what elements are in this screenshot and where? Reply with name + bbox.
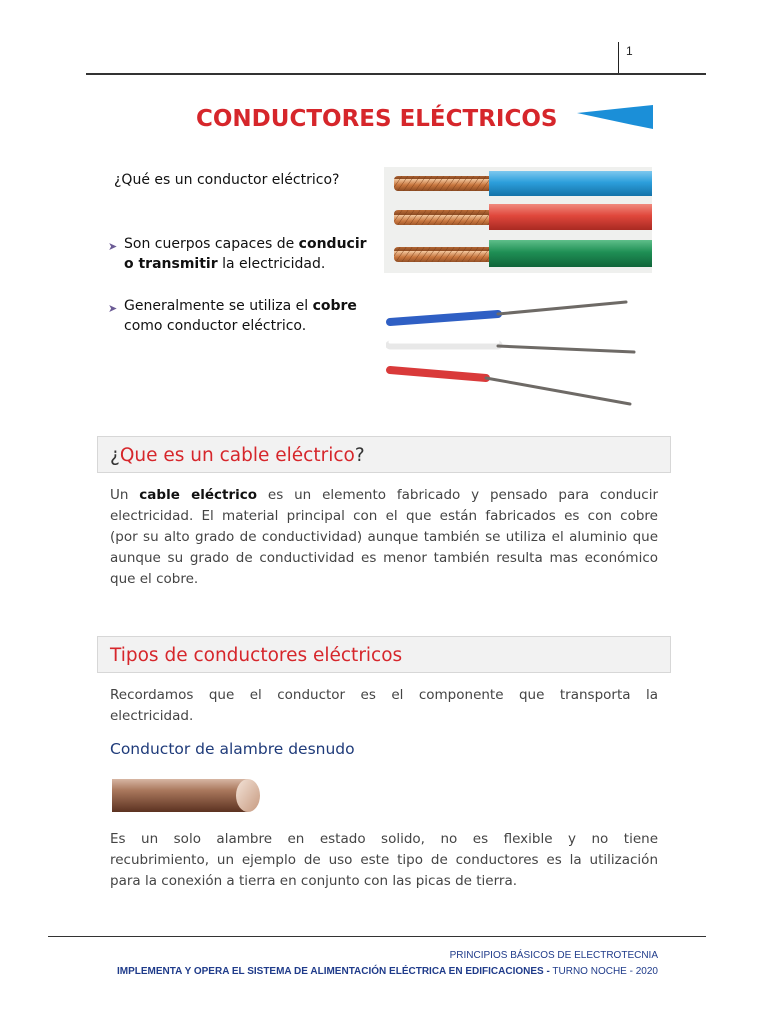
bullet-item-1 bbox=[108, 234, 386, 274]
section-cable-title: Que es un cable eléctrico bbox=[119, 445, 355, 466]
types-paragraph bbox=[110, 685, 658, 727]
bullet1-bold-1: conducir bbox=[298, 236, 367, 252]
intro-question: ¿Qué es un conductor eléctrico? bbox=[114, 172, 340, 188]
bullet2-text-end: como conductor eléctrico. bbox=[124, 318, 307, 334]
sub-heading-bare-wire: Conductor de alambre desnudo bbox=[110, 740, 355, 758]
bare-copper-wire-image bbox=[112, 778, 264, 814]
page-number: 1 bbox=[626, 44, 633, 58]
arrow-bullet-icon: ➤ bbox=[108, 302, 118, 315]
question-mark-close: ? bbox=[354, 445, 365, 466]
paragraph-line: Recordamos que el conductor es el componente que transporta la bbox=[110, 687, 658, 703]
footer-module-title: IMPLEMENTA Y OPERA EL SISTEMA DE ALIMENTACIÓN ELÉCTRICA EN EDIFICACIONES - TURNO NOCHE - 2020 bbox=[117, 966, 658, 977]
paragraph-line: (por su alto grado de conductividad) aunque también se utiliza el aluminio que bbox=[110, 529, 658, 545]
bullet1-text: Son cuerpos capaces de bbox=[124, 236, 299, 252]
bullet2-text: Generalmente se utiliza el bbox=[124, 298, 313, 314]
paragraph-line: que el cobre. bbox=[110, 571, 199, 587]
footer-course-title: PRINCIPIOS BÁSICOS DE ELECTROTECNIA bbox=[449, 950, 658, 961]
bare-wire-paragraph bbox=[110, 829, 658, 892]
paragraph-line: para la conexión a tierra en conjunto con las picas de tierra. bbox=[110, 873, 518, 889]
bullet2-bold: cobre bbox=[312, 298, 357, 314]
footer-rule bbox=[48, 936, 706, 937]
section-header-types bbox=[97, 636, 671, 673]
blue-ribbon-decoration bbox=[575, 103, 655, 131]
cable-electrico-bold: cable eléctrico bbox=[139, 487, 258, 503]
footer-shift: TURNO NOCHE - 2020 bbox=[549, 966, 658, 977]
solid-wires-image bbox=[386, 290, 638, 412]
arrow-bullet-icon: ➤ bbox=[108, 240, 118, 253]
paragraph-line: Es un solo alambre en estado solido, no es flexible y no tiene bbox=[110, 831, 658, 847]
section-header-cable bbox=[97, 436, 671, 473]
bullet-item-2 bbox=[108, 296, 386, 336]
header-rule bbox=[86, 73, 706, 75]
paragraph-line: aunque su grado de conductividad es menor también resulta mas económico bbox=[110, 550, 658, 566]
bullet1-bold-2: o transmitir bbox=[124, 256, 218, 272]
paragraph-line: recubrimiento, un ejemplo de uso este tipo de conductores es la utilización bbox=[110, 852, 658, 868]
paragraph-line: electricidad. El material principal con el que están fabricados es con cobre bbox=[110, 508, 658, 524]
cable-paragraph: Un cable eléctrico es un elemento fabricado y pensado para conducir electricidad. El material principal con el que están fabricados es con cobre (por su alto grado de conductividad) aunque también se utiliza el aluminio que aunque su grado de conductividad es menor también resulta mas económico que el cobre. bbox=[110, 485, 658, 590]
stranded-wires-image bbox=[384, 167, 652, 273]
section-types-title: Tipos de conductores eléctricos bbox=[110, 645, 403, 666]
bullet1-text-end: la electricidad. bbox=[217, 256, 326, 272]
question-mark-open: ¿ bbox=[110, 445, 120, 466]
header-divider bbox=[618, 42, 619, 74]
page-title: CONDUCTORES ELÉCTRICOS bbox=[196, 106, 558, 132]
paragraph-line: electricidad. bbox=[110, 708, 194, 724]
